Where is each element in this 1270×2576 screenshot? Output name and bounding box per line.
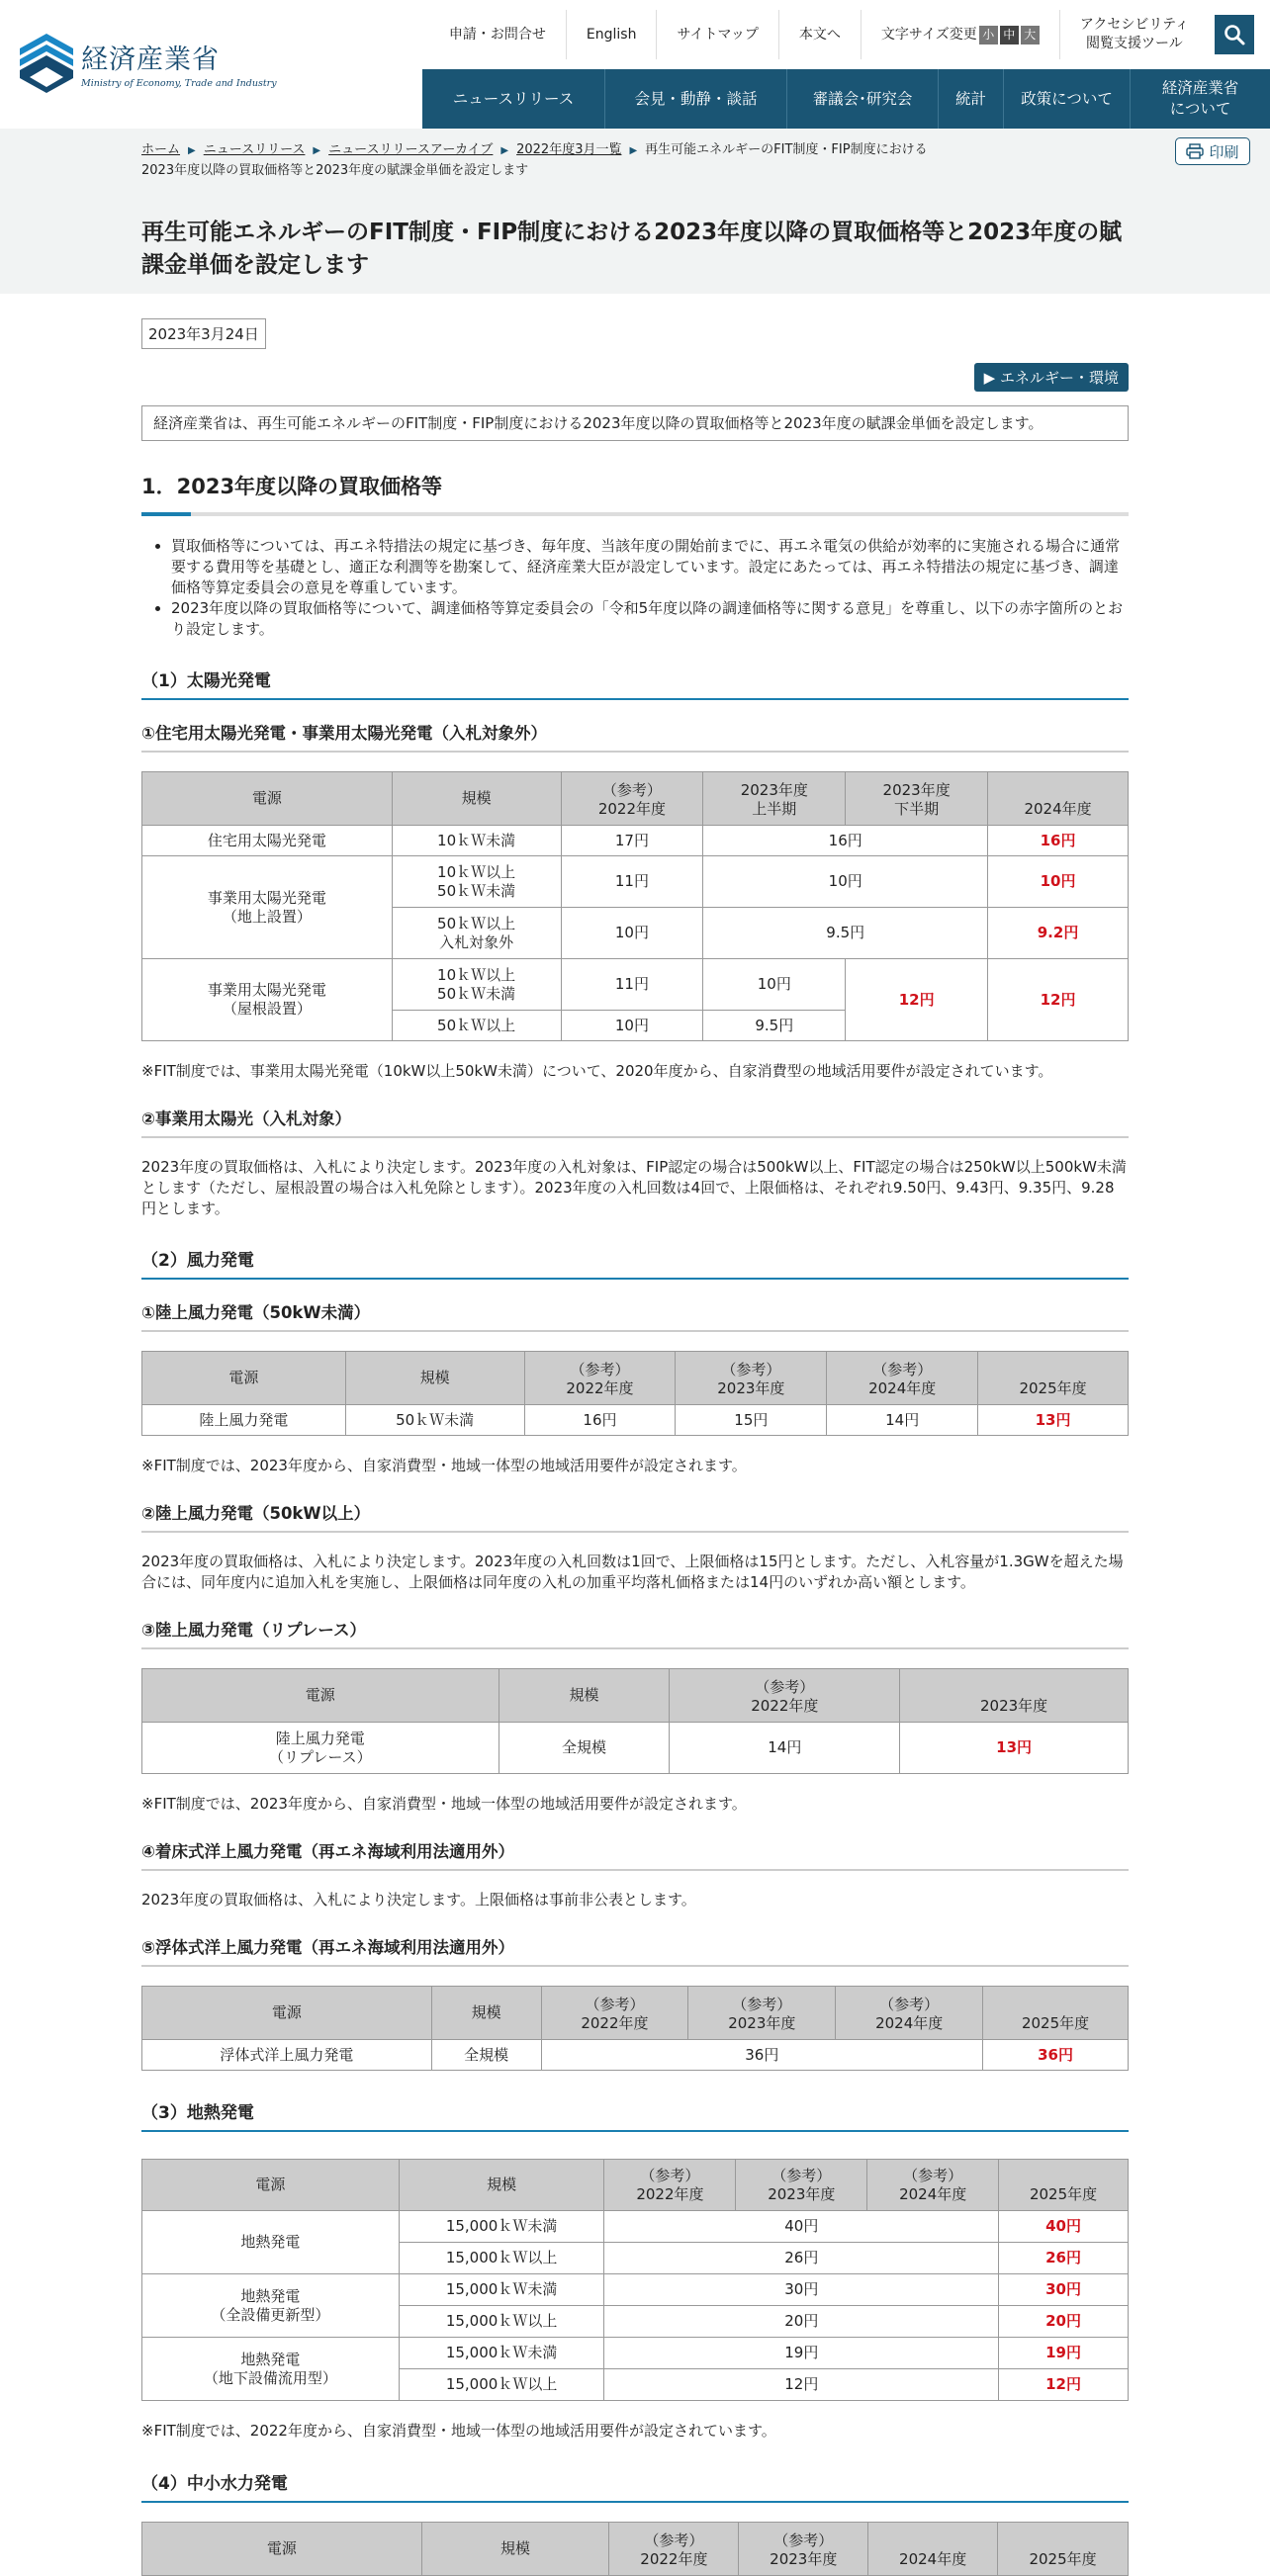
subsection-heading: （1）太陽光発電 [141, 666, 1129, 700]
table-row: 住宅用太陽光発電 10ｋＷ未満 17円 16円 16円 [142, 826, 1129, 856]
hydro-table: 電源 規模 （参考） 2022年度 （参考） 2023年度 2024年度 2025年度 [141, 2522, 1129, 2576]
subsection-heading: （3）地熱発電 [141, 2098, 1129, 2132]
breadcrumb-home[interactable]: ホーム [141, 142, 181, 157]
accessibility-line2: 閲覧支援ツール [1086, 36, 1183, 51]
nav-about-line2: について [1169, 100, 1231, 118]
col-header: 2023年度 下半期 [846, 772, 988, 826]
section-bullets [141, 536, 1129, 640]
table-row: 陸上風力発電 50ｋＷ未満 16円 15円 14円 13円 [142, 1405, 1129, 1436]
print-button[interactable] [1175, 137, 1250, 165]
breadcrumb-news-release[interactable]: ニュースリリース [203, 142, 306, 157]
col-header: 電源 [142, 772, 393, 826]
breadcrumb [141, 129, 933, 181]
table-row: 50ｋＷ以上 10円 9.5円 [142, 1011, 1129, 1041]
category-tag-label: エネルギー・環境 [999, 369, 1119, 387]
breadcrumb-separator-icon: ▶ [188, 145, 196, 156]
breadcrumb-archive[interactable]: ニュースリリースアーカイブ [328, 142, 494, 157]
font-size-medium-button[interactable]: 中 [1000, 26, 1019, 44]
col-header: 規模 [392, 772, 561, 826]
bullet-item: • 買取価格等については、再エネ特措法の規定に基づき、毎年度、当該年度の開始前までに、再エネ電気の供給が効率的に実施される場合に通常要する費用等を基礎とし、適正な利潤等を勘案して、経済産業大臣が設定しています。設定にあたっては、再エネ特措法の規定に基づき、調達価格等算定委員会の意見を尊重しています。 [171, 536, 1129, 598]
table-row: 地熱発電 15,000ｋＷ未満 40円 40円 [142, 2211, 1129, 2243]
breadcrumb-current: 再生可能エネルギーのFIT制度・FIP制度における2023年度以降の買取価格等と2023年度の賦課金単価を設定します [141, 142, 928, 178]
main-nav [422, 69, 1270, 129]
item-heading: ①陸上風力発電（50kW未満） [141, 1299, 1129, 1332]
search-button[interactable] [1215, 15, 1254, 54]
col-header: （参考） 2022年度 [561, 772, 703, 826]
search-icon [1224, 24, 1245, 45]
solar-price-table [141, 771, 1129, 1041]
font-size-control [861, 10, 1059, 59]
table-note: ※FIT制度では、2022年度から、自家消費型・地域一体型の地域活用要件が設定されています。 [141, 2422, 776, 2440]
sitemap-link[interactable]: サイトマップ [656, 10, 777, 59]
item-heading: ②事業用太陽光（入札対象） [141, 1106, 1129, 1138]
table-row: 事業用太陽光発電 （地上設置） 10ｋＷ以上 50ｋＷ未満 11円 10円 10円 [142, 856, 1129, 908]
onshore-wind-replace-table: 電源 規模 （参考） 2022年度 2023年度 陸上風力発電 （リプレース） 全規模 14円 13円 [141, 1668, 1129, 1774]
meti-logo-icon [20, 34, 73, 93]
item-heading: ①住宅用太陽光発電・事業用太陽光発電（入札対象外） [141, 720, 1129, 753]
category-tag[interactable] [974, 363, 1129, 392]
subsection-heading: （2）風力発電 [141, 1246, 1129, 1280]
section-heading: 1．2023年度以降の買取価格等 [141, 471, 1129, 516]
breadcrumb-separator-icon: ▶ [500, 145, 509, 156]
bullet-item: • 2023年度以降の買取価格等について、調達価格等算定委員会の「令和5年度以降の調達価格等に関する意見」を尊重し、以下の赤字箇所のとおり設定します。 [171, 598, 1129, 640]
geothermal-table: 電源 規模 （参考） 2022年度 （参考） 2023年度 （参考） 2024年度 2025年度 地熱発電 15,000ｋＷ未満 40円 40円 15,000ｋＷ以上 26円 26円 地熱発電 （全設備更新型） 15,000ｋＷ未満 30円 30円 15,000ｋＷ以上 20円 20円 地熱発電 （地下設備流用型） 15,000ｋＷ未満 19円 19円 15,000ｋＷ以上 12円 12円 [141, 2159, 1129, 2401]
nav-press-conference[interactable]: 会見・動静・談話 [604, 69, 786, 129]
page-heading-area [0, 129, 1270, 294]
item-heading: ④着床式洋上風力発電（再エネ海域利用法適用外） [141, 1838, 1129, 1871]
printer-icon [1186, 143, 1204, 159]
utility-bar [429, 0, 1270, 69]
nav-about-line1: 経済産業省 [1161, 79, 1239, 98]
english-link[interactable]: English [566, 10, 657, 59]
nav-about-meti[interactable] [1130, 69, 1270, 129]
onshore-wind-small-table: 電源 規模 （参考） 2022年度 （参考） 2023年度 （参考） 2024年度 2025年度 陸上風力発電 50ｋＷ未満 16円 15円 14円 13円 [141, 1351, 1129, 1436]
item-heading: ⑤浮体式洋上風力発電（再エネ海域利用法適用外） [141, 1934, 1129, 1967]
logo-title: 経済産業省 [81, 44, 220, 75]
page-title: 再生可能エネルギーのFIT制度・FIP制度における2023年度以降の買取価格等と2023年度の賦課金単価を設定します [141, 220, 1123, 278]
table-row: 地熱発電 （地下設備流用型） 15,000ｋＷ未満 19円 19円 [142, 2338, 1129, 2369]
table-note: ※FIT制度では、2023年度から、自家消費型・地域一体型の地域活用要件が設定されます。 [141, 1795, 747, 1813]
floating-wind-table: 電源 規模 （参考） 2022年度 （参考） 2023年度 （参考） 2024年度 2025年度 浮体式洋上風力発電 全規模 36円 36円 [141, 1986, 1129, 2071]
contact-link[interactable]: 申請・お問合せ [448, 26, 546, 43]
release-date: 2023年3月24日 [141, 318, 266, 349]
table-row: 15,000ｋＷ以上 26円 26円 [142, 2243, 1129, 2274]
item-heading: ③陸上風力発電（リプレース） [141, 1617, 1129, 1649]
nav-statistics[interactable]: 統計 [938, 69, 1003, 129]
print-label: 印刷 [1209, 142, 1239, 161]
table-row: 15,000ｋＷ以上 20円 20円 [142, 2306, 1129, 2338]
meti-logo[interactable] [20, 34, 277, 93]
skip-to-content-link[interactable]: 本文へ [778, 10, 861, 59]
breadcrumb-separator-icon: ▶ [629, 145, 638, 156]
accessibility-line1: アクセシビリティ [1079, 17, 1189, 34]
main-content [0, 294, 1270, 2576]
breadcrumb-separator-icon: ▶ [313, 145, 321, 156]
paragraph: 2023年度の買取価格は、入札により決定します。2023年度の入札対象は、FIP認定の場合は500kW以上、FIT認定の場合は250kW以上500kW未満とします（ただし、屋根設置の場合は入札免除とします）。2023年度の入札回数は4回で、上限価格は、それぞれ9.50円、9.43円、9.35円、9.28円とします。 [141, 1158, 1127, 1217]
table-note: ※FIT制度では、事業用太陽光発電（10kW以上50kW未満）について、2020年度から、自家消費型の地域活用要件が設定されています。 [141, 1062, 1053, 1080]
breadcrumb-march-list[interactable]: 2022年度3月一覧 [516, 142, 622, 157]
table-row: 15,000ｋＷ以上 12円 12円 [142, 2369, 1129, 2401]
font-size-label: 文字サイズ変更 [880, 26, 977, 43]
col-header: 2024年度 [988, 772, 1129, 826]
table-row: 陸上風力発電 （リプレース） 全規模 14円 13円 [142, 1723, 1129, 1774]
item-heading: ②陸上風力発電（50kW以上） [141, 1500, 1129, 1533]
table-row: 事業用太陽光発電 （屋根設置） 10ｋＷ以上 50ｋＷ未満 11円 10円 12円 12円 [142, 959, 1129, 1011]
summary-box: 経済産業省は、再生可能エネルギーのFIT制度・FIP制度における2023年度以降の買取価格等と2023年度の賦課金単価を設定します。 [141, 405, 1129, 441]
logo-subtitle: Ministry of Economy, Trade and Industry [81, 78, 277, 89]
font-size-large-button[interactable]: 大 [1021, 26, 1040, 44]
col-header: 2023年度 上半期 [703, 772, 846, 826]
paragraph: 2023年度の買取価格は、入札により決定します。2023年度の入札回数は1回で、上限価格は15円とします。ただし、入札容量が1.3GWを超えた場合には、同年度内に追加入札を実施し、上限価格は同年度の入札の加重平均落札価格または14円のいずれか高い額とします。 [141, 1553, 1124, 1591]
table-row: 50ｋＷ以上 入札対象外 10円 9.5円 9.2円 [142, 908, 1129, 959]
nav-policies[interactable]: 政策について [1003, 69, 1130, 129]
nav-councils[interactable]: 審議会･研究会 [786, 69, 938, 129]
font-size-small-button[interactable]: 小 [979, 26, 998, 44]
nav-news-release[interactable]: ニュースリリース [452, 89, 575, 108]
paragraph: 2023年度の買取価格は、入札により決定します。上限価格は事前非公表とします。 [141, 1891, 696, 1909]
table-row: 地熱発電 （全設備更新型） 15,000ｋＷ未満 30円 30円 [142, 2274, 1129, 2306]
table-note: ※FIT制度では、2023年度から、自家消費型・地域一体型の地域活用要件が設定されます。 [141, 1457, 747, 1474]
table-row: 浮体式洋上風力発電 全規模 36円 36円 [142, 2040, 1129, 2071]
site-header [0, 0, 1270, 129]
subsection-heading: （4）中小水力発電 [141, 2469, 1129, 2503]
accessibility-tool-link[interactable] [1059, 10, 1209, 59]
triangle-right-icon: ▶ [983, 369, 1000, 387]
